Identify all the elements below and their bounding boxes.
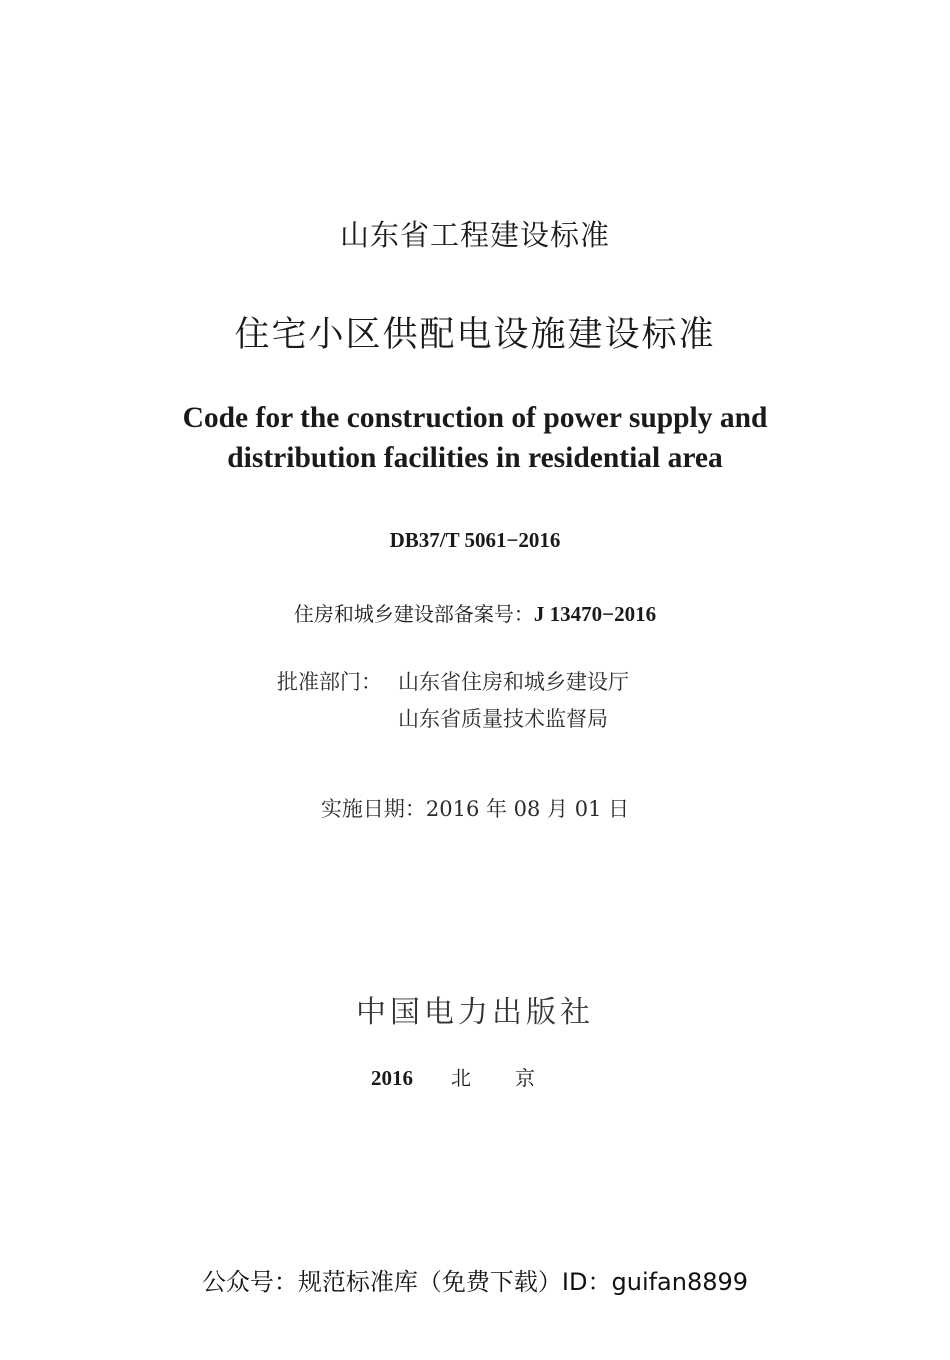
publication-year: 2016 <box>371 1066 413 1090</box>
publisher-name: 中国电力出版社 <box>356 995 594 1030</box>
publication-year-place <box>0 1062 950 1091</box>
english-title-line-2: distribution facilities in residential area <box>227 442 723 474</box>
record-number-value: J 13470−2016 <box>533 602 657 626</box>
english-title <box>0 398 950 478</box>
english-title-line-1: Code for the construction of power supply and <box>182 402 768 434</box>
record-number-label: 住房和城乡建设部备案号： <box>293 602 534 626</box>
publication-city: 北京 <box>451 1066 579 1090</box>
chinese-title: 住宅小区供配电设施建设标准 <box>234 315 716 355</box>
footer-notice: 公众号：规范标准库（免费下载）ID：guifan8899 <box>201 1268 749 1296</box>
standard-number: DB37/T 5061−2016 <box>389 528 561 552</box>
approval-label: 批准部门： <box>277 670 382 694</box>
series-title: 山东省工程建设标准 <box>339 218 610 252</box>
implementation-date: 实施日期：2016 年 08 月 01 日 <box>320 797 630 821</box>
approval-department-2: 山东省质量技术监督局 <box>398 707 608 731</box>
approval-department-1: 山东省住房和城乡建设厅 <box>398 670 629 694</box>
record-number <box>0 598 950 627</box>
